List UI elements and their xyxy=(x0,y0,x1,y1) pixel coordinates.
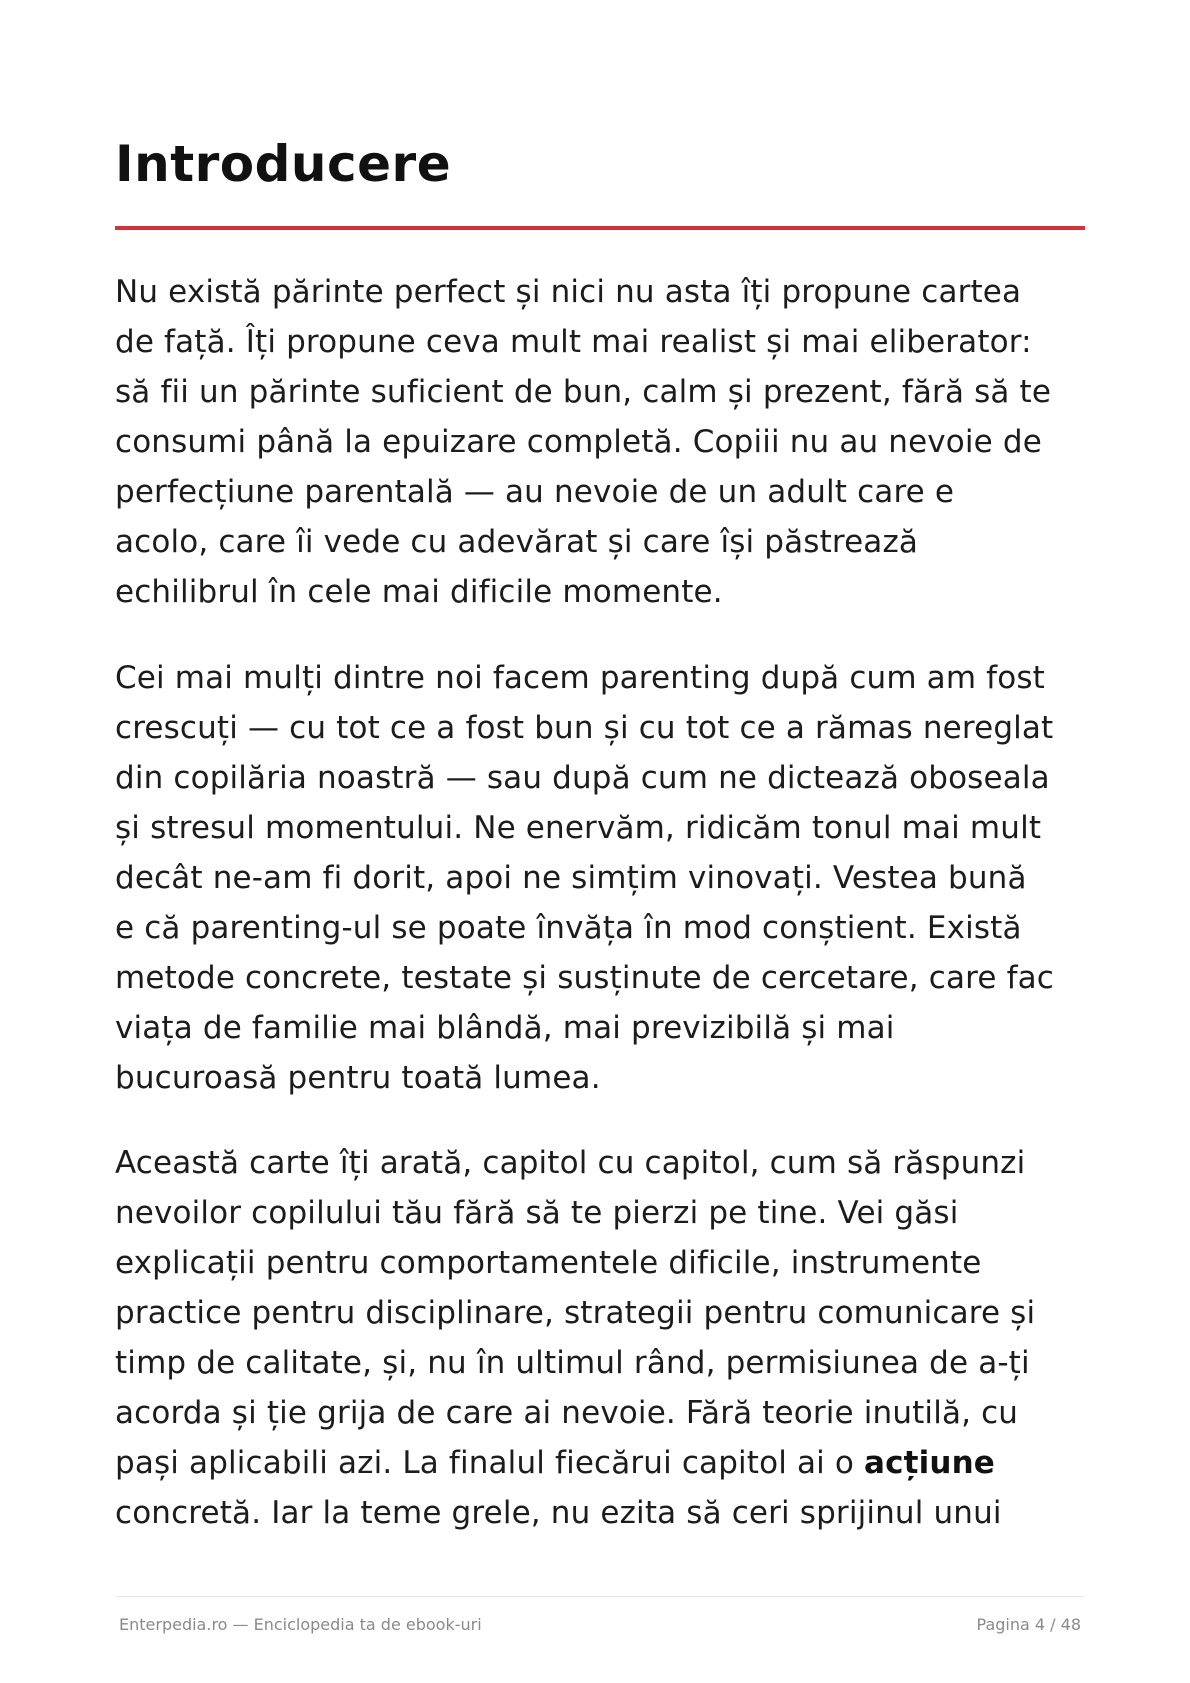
footer-divider xyxy=(115,1596,1085,1597)
text-line: acolo, care îi vede cu adevărat și care își păstrează xyxy=(115,524,919,560)
text-line: timp de calitate, și, nu în ultimul rând, permisiunea de a-ți xyxy=(115,1345,1030,1381)
text-line: să fii un părinte suficient de bun, calm și prezent, fără să te xyxy=(115,374,1052,410)
text-line: concretă. Iar la teme grele, nu ezita să ceri sprijinul unui xyxy=(115,1495,1002,1531)
text-line: echilibrul în cele mai dificile momente. xyxy=(115,574,723,610)
text-line: Nu există părinte perfect și nici nu asta îți propune cartea xyxy=(115,274,1022,310)
text-line: bucuroasă pentru toată lumea. xyxy=(115,1060,601,1096)
text-line: din copilăria noastră — sau după cum ne dictează oboseala xyxy=(115,760,1050,796)
text-line: Această carte îți arată, capitol cu capitol, cum să răspunzi xyxy=(115,1145,1026,1181)
text-line: și stresul momentului. Ne enervăm, ridicăm tonul mai mult xyxy=(115,810,1042,846)
text-line: metode concrete, testate și susținute de cercetare, care fac xyxy=(115,960,1054,996)
text-line: decât ne-am fi dorit, apoi ne simțim vinovați. Vestea bună xyxy=(115,860,1027,896)
text-line: Cei mai mulți dintre noi facem parenting după cum am fost xyxy=(115,660,1045,696)
document-page xyxy=(115,0,1085,1683)
text-line: viața de familie mai blândă, mai previzibilă și mai xyxy=(115,1010,895,1046)
body-paragraph-3 xyxy=(115,1138,1090,1538)
text-line: consumi până la epuizare completă. Copiii nu au nevoie de xyxy=(115,424,1042,460)
text-fragment: pași aplicabili azi. La finalul fiecărui capitol ai o xyxy=(115,1445,865,1481)
text-line: practice pentru disciplinare, strategii pentru comunicare și xyxy=(115,1295,1036,1331)
footer-page-number: Pagina 4 / 48 xyxy=(976,1615,1081,1634)
text-line: explicații pentru comportamentele dificile, instrumente xyxy=(115,1245,982,1281)
text-line: perfecțiune parentală — au nevoie de un adult care e xyxy=(115,474,955,510)
footer-site-text: Enterpedia.ro — Enciclopedia ta de ebook-uri xyxy=(119,1615,482,1634)
text-line: crescuți — cu tot ce a fost bun și cu tot ce a rămas nereglat xyxy=(115,710,1054,746)
text-line: de față. Îți propune ceva mult mai realist și mai eliberator: xyxy=(115,324,1032,360)
text-line: acorda și ție grija de care ai nevoie. Fără teorie inutilă, cu xyxy=(115,1395,1019,1431)
emphasized-word: acțiune xyxy=(864,1445,995,1481)
chapter-title: Introducere xyxy=(115,135,452,193)
body-paragraph-1 xyxy=(115,267,1090,617)
body-paragraph-2 xyxy=(115,653,1090,1103)
title-underline xyxy=(115,226,1085,230)
text-line: nevoilor copilului tău fără să te pierzi pe tine. Vei găsi xyxy=(115,1195,959,1231)
text-line-with-emphasis xyxy=(115,1438,1090,1488)
text-line: e că parenting-ul se poate învăța în mod conștient. Există xyxy=(115,910,1022,946)
